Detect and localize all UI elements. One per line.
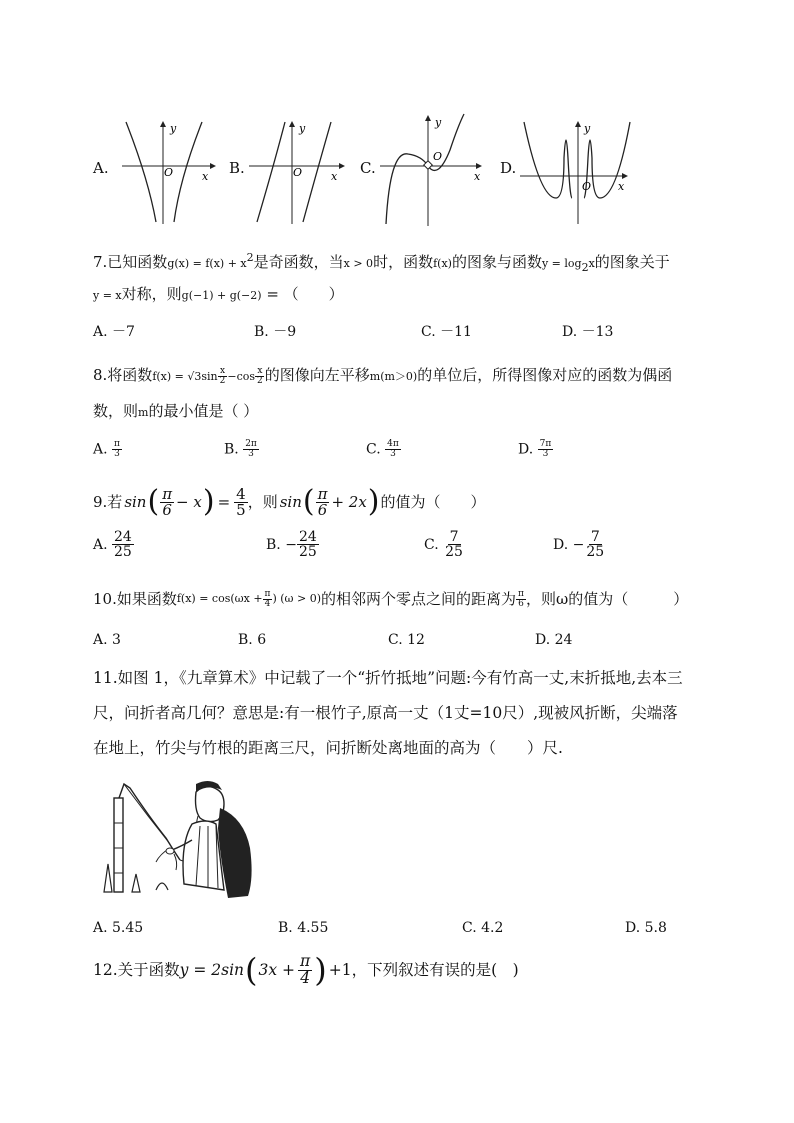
q7-text: 7.已知函数	[93, 253, 168, 271]
x-axis-label: x	[618, 180, 625, 193]
q9-text: 的值为（ ）	[380, 493, 486, 511]
origin-label: O	[433, 150, 443, 163]
q7-log: y = log	[541, 257, 582, 270]
q9-minus-x: − x	[176, 493, 202, 511]
q8-cos: −cos	[227, 370, 256, 383]
q8-option-a[interactable]: A. $\frac{\pi}{3}$	[93, 439, 120, 459]
q7-option-d[interactable]: D. －13	[562, 324, 614, 340]
q7-condition: x > 0	[343, 257, 374, 270]
q10-option-b[interactable]: B. 6	[238, 632, 267, 648]
q7-option-a[interactable]: A. －7	[93, 324, 135, 340]
q7-text: 的图象与函数	[451, 253, 542, 271]
q7-yx: y = x	[93, 289, 122, 302]
q9-option-d[interactable]: D. − $\frac{7}{25}$	[553, 529, 605, 560]
q8-text: 的最小值是（ ）	[148, 402, 259, 420]
q12-text: 12.关于函数	[93, 961, 180, 979]
q8-fdef: f(x) = √3sin	[152, 370, 218, 383]
q9-option-b[interactable]: B. − $\frac{24}{25}$	[266, 529, 317, 560]
q9-option-a[interactable]: A. $\frac{24}{25}$	[93, 529, 132, 560]
option-a-label: A.	[93, 159, 109, 177]
q8-option-b[interactable]: B. $\frac{2\pi}{3}$	[224, 439, 257, 459]
q8-m: m	[138, 406, 149, 419]
q9-eq: =	[217, 493, 231, 511]
q11-option-d[interactable]: D. 5.8	[625, 920, 667, 936]
graph-d	[518, 118, 634, 226]
q10-option-d[interactable]: D. 24	[535, 632, 573, 648]
q7-log-base: 2	[581, 261, 589, 274]
q10-option-a[interactable]: A. 3	[93, 632, 121, 648]
q8-line1	[93, 364, 672, 388]
q9-text: ，则	[247, 493, 278, 511]
graph-a	[118, 118, 218, 226]
q9-plus-2x: + 2x	[331, 493, 367, 511]
q11-option-b[interactable]: B. 4.55	[278, 920, 329, 936]
q7-fx: f(x)	[433, 257, 452, 270]
q8-text: 的图像向左平移	[264, 366, 370, 384]
q7-log-x: x	[588, 257, 595, 270]
q9-text: 9.若	[93, 493, 123, 511]
q11-option-c[interactable]: C. 4.2	[462, 920, 504, 936]
q7-text: 的图象关于	[594, 253, 670, 271]
x-axis-label: x	[474, 170, 481, 183]
y-axis-label: y	[435, 116, 442, 129]
q10-option-c[interactable]: C. 12	[388, 632, 425, 648]
q10-text: 10.如果函数	[93, 590, 177, 608]
q11-option-a[interactable]: A. 5.45	[93, 920, 144, 936]
q10-omega: ) (ω > 0)	[272, 592, 322, 605]
graph-b	[247, 118, 352, 226]
q8-line2	[93, 400, 258, 424]
origin-label: O	[293, 166, 303, 179]
q7-text: 是奇函数，当	[253, 253, 344, 271]
y-axis-label: y	[299, 122, 306, 135]
q10-text: 的相邻两个零点之间的距离为	[321, 590, 517, 608]
q7-text: = （ ）	[261, 285, 344, 303]
q12-line: 12.关于函数 y = 2sin ( 3x + $\frac{\pi}{4}$ ) +1 ，下列叙述有误的是( )	[93, 951, 519, 989]
q7-line1	[93, 247, 670, 279]
q8-text: 8.将函数	[93, 366, 153, 384]
q8-half-x: $\frac{x}{2}$	[219, 365, 226, 386]
option-c-label: C.	[360, 159, 376, 177]
q9-line: 9.若 sin ( $\frac{\pi}{6}$ − x ) = $\frac{4}{5}$ ，则 sin ( $\frac{\pi}{6}$ + 2x ) 的值为（ ）	[93, 484, 486, 519]
graph-c	[378, 110, 488, 228]
q7-square: 2	[246, 251, 254, 264]
option-b-label: B.	[229, 159, 245, 177]
q12-text: ，下列叙述有误的是( )	[351, 961, 519, 979]
q8-option-c[interactable]: C. $\frac{4\pi}{3}$	[366, 439, 399, 459]
q12-inner: 3x +	[258, 961, 296, 979]
q7-option-c[interactable]: C. －11	[421, 324, 472, 340]
q7-expr: g(−1) + g(−2)	[181, 289, 262, 302]
q8-text: 的单位后，所得图像对应的函数为偶函	[417, 366, 673, 384]
x-axis-label: x	[202, 170, 209, 183]
q10-line: 10.如果函数 f(x) = cos(ωx + $\frac{\pi}{4}$ ) (ω > 0) 的相邻两个零点之间的距离为 $\frac{\pi}{6}$ ，则ω的值为（ ）	[93, 588, 689, 609]
q7-line2	[93, 283, 344, 307]
y-axis-label: y	[170, 122, 177, 135]
q11-line1: 11.如图 1，《九章算术》中记载了一个“折竹抵地”问题:今有竹高一丈,末折抵地,去本三	[93, 669, 683, 687]
q8-half-x2: $\frac{x}{2}$	[257, 365, 263, 386]
q11-line3: 在地上，竹尖与竹根的距离三尺，问折断处离地面的高为（ ）尺.	[93, 739, 563, 757]
bamboo-figure-illustration	[100, 778, 260, 900]
option-d-label: D.	[500, 159, 517, 177]
q8-text: 数，则	[93, 402, 139, 420]
q8-option-d[interactable]: D. $\frac{7\pi}{3}$	[518, 439, 552, 459]
q7-text: 时，函数	[373, 253, 434, 271]
q7-text: 对称，则	[121, 285, 182, 303]
origin-label: O	[582, 180, 592, 193]
q7-gdef: g(x) = f(x) + x	[167, 257, 247, 270]
q10-text: ，则ω的值为（ ）	[525, 590, 689, 608]
x-axis-label: x	[331, 170, 338, 183]
q12-func: y = 2sin	[179, 961, 245, 979]
q11-line2: 尺，问折者高几何？意思是:有一根竹子,原高一丈（1丈=10尺）,现被风折断，尖端落	[93, 704, 678, 722]
q7-option-b[interactable]: B. －9	[254, 324, 297, 340]
origin-label: O	[164, 166, 174, 179]
y-axis-label: y	[584, 122, 591, 135]
q12-plus1: +1	[328, 961, 352, 979]
q10-fdef: f(x) = cos(ωx +	[176, 592, 263, 605]
q9-sin: sin	[124, 493, 147, 511]
q9-option-c[interactable]: C. $\frac{7}{25}$	[424, 529, 463, 560]
q8-m: m(m＞0)	[369, 370, 418, 383]
q9-sin: sin	[279, 493, 302, 511]
